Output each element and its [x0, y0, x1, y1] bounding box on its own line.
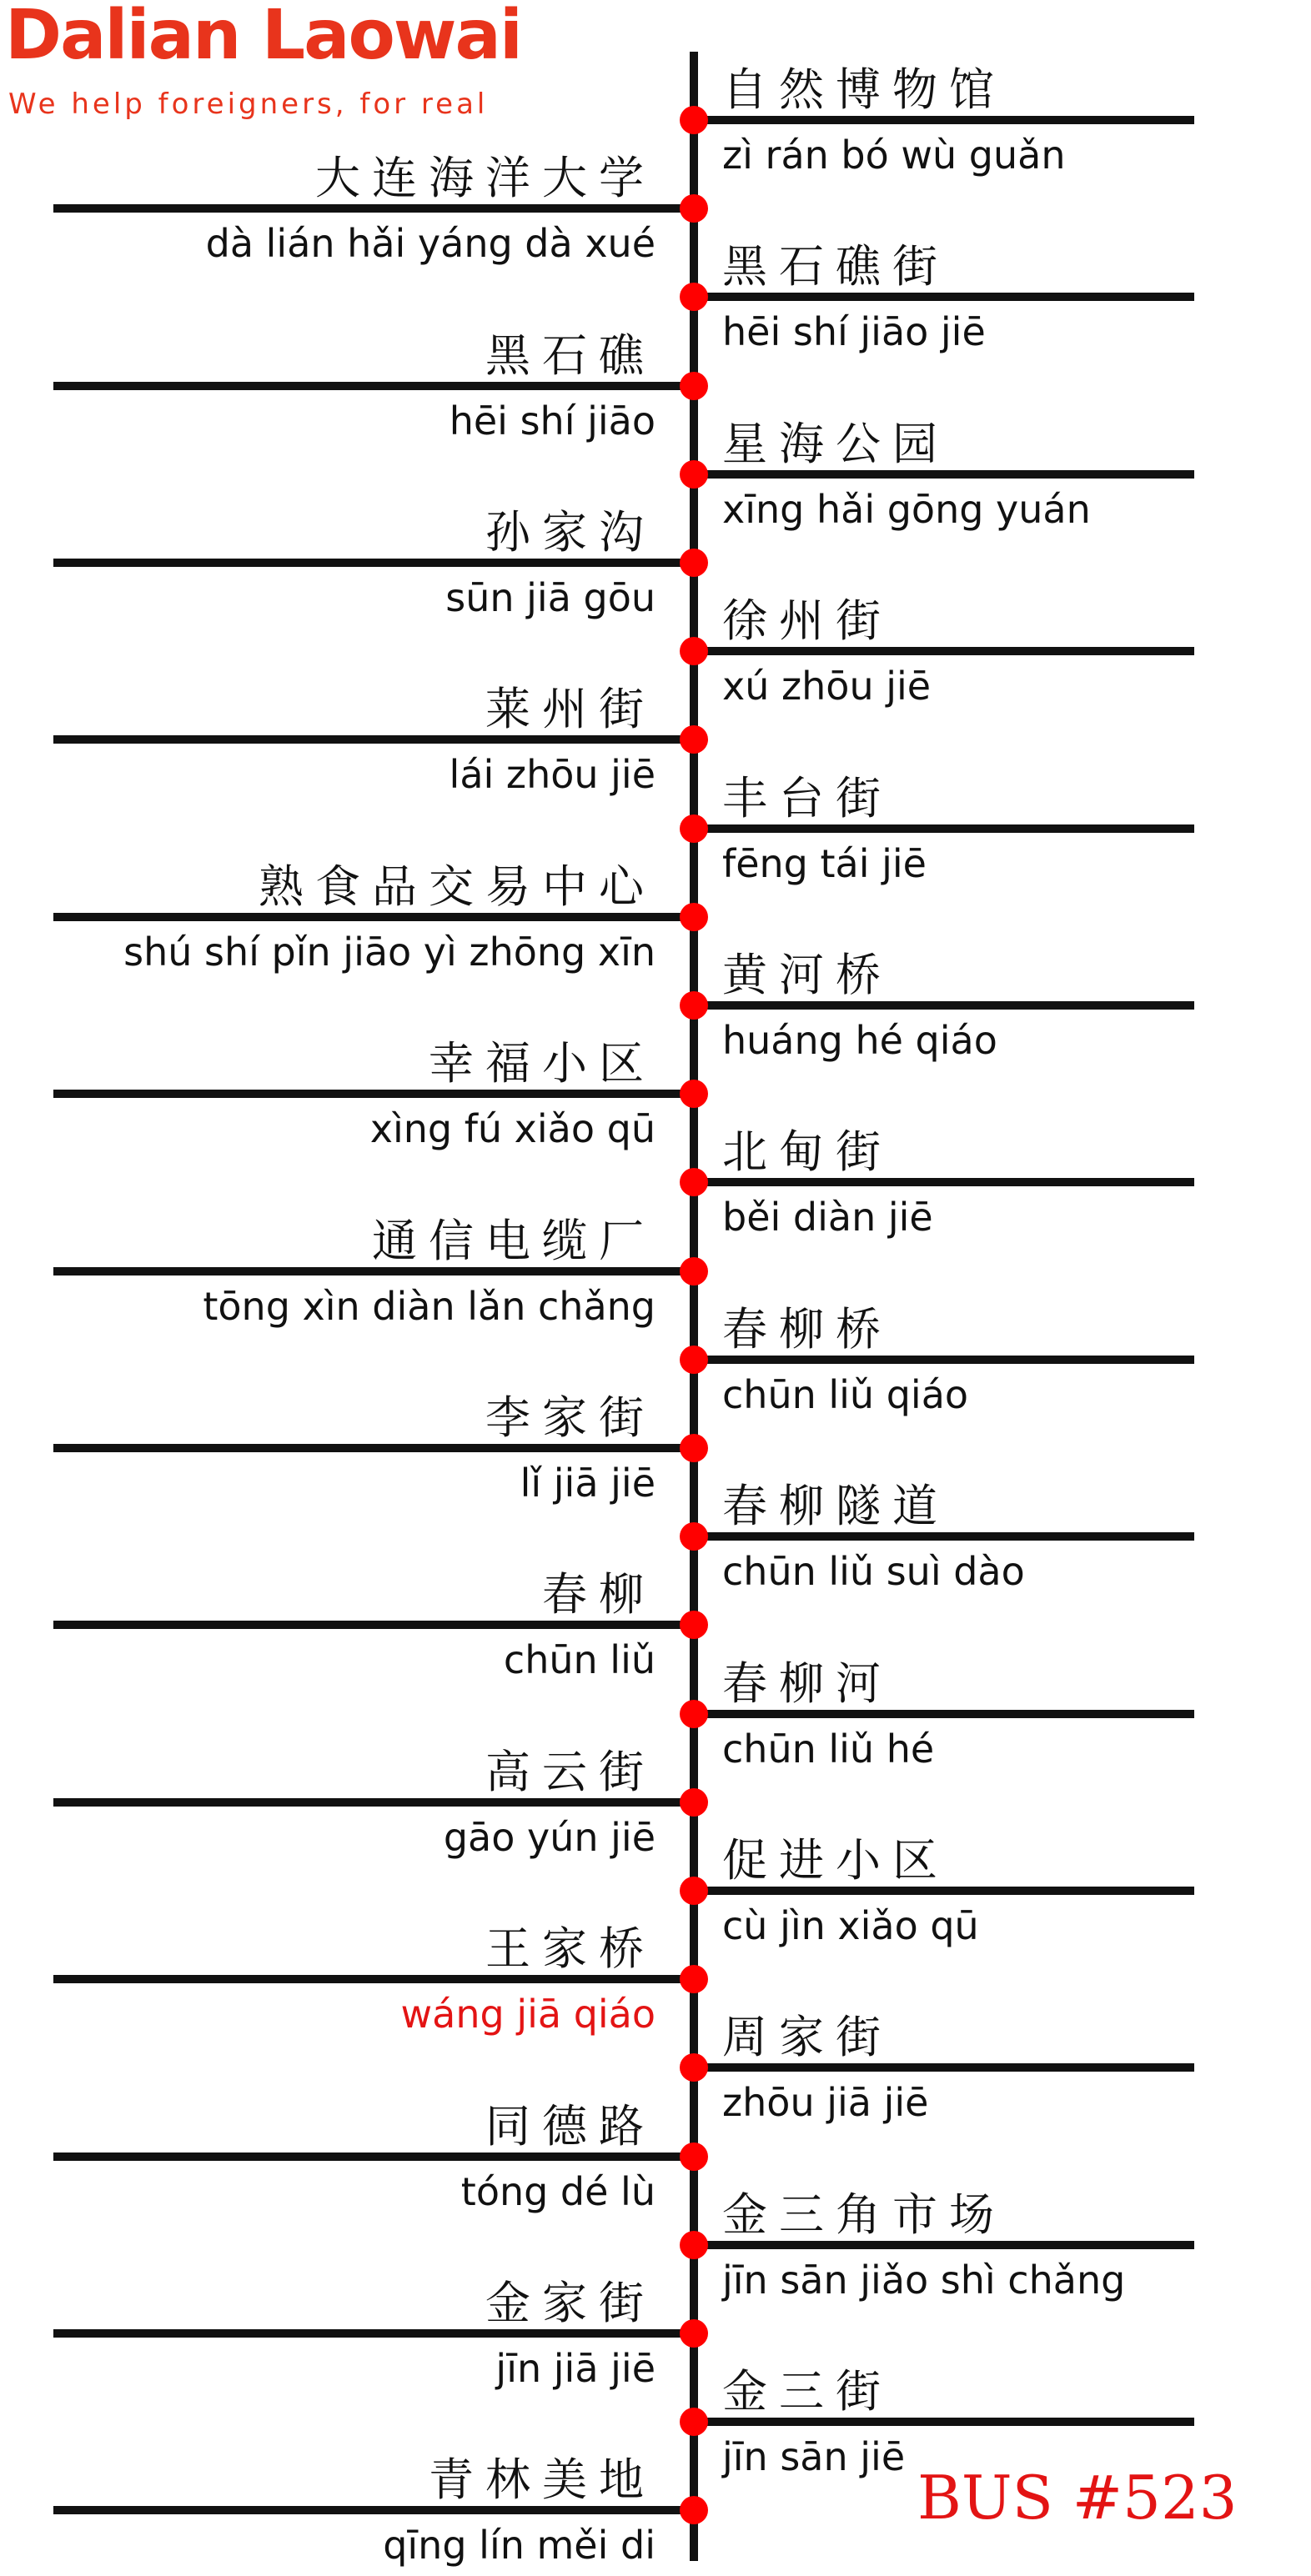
stop-name-chinese: 丰台街 [722, 772, 892, 824]
stop-28 [53, 2453, 708, 2568]
stop-name-chinese: 通信电缆厂 [372, 1215, 656, 1267]
stop-name-pinyin: jīn jiā jiē [495, 2346, 656, 2391]
stop-name-chinese: 周家街 [722, 2011, 892, 2063]
stop-name-pinyin: hēi shí jiāo jiē [722, 309, 986, 354]
stop-name-chinese: 春柳 [542, 1568, 656, 1621]
stop-name-chinese: 促进小区 [722, 1834, 949, 1887]
stop-name-chinese: 孙家沟 [485, 506, 656, 559]
stop-name-pinyin: běi diàn jiē [722, 1195, 933, 1240]
stop-marker [680, 637, 708, 665]
stop-name-pinyin: dà lián hǎi yáng dà xué [205, 221, 656, 266]
stop-3 [680, 240, 1194, 354]
stop-19 [680, 1657, 1194, 1772]
stop-marker [680, 903, 708, 931]
stop-name-chinese: 大连海洋大学 [315, 152, 656, 204]
stop-marker [680, 372, 708, 400]
stop-name-pinyin: sūn jiā gōu [445, 575, 656, 620]
stop-10 [53, 860, 708, 975]
stop-marker [680, 1611, 708, 1639]
stop-8 [53, 683, 708, 797]
stop-marker [680, 725, 708, 754]
bus-number-label: BUS #523 [917, 2463, 1238, 2533]
stop-marker [680, 2319, 708, 2348]
stop-5 [680, 418, 1194, 532]
stop-11 [680, 949, 1194, 1063]
stop-name-pinyin: zì rán bó wù guǎn [722, 133, 1066, 178]
stop-name-pinyin: xú zhōu jiē [722, 664, 932, 709]
stop-name-pinyin: xìng fú xiǎo qū [369, 1106, 656, 1151]
stop-name-pinyin: lǐ jiā jiē [520, 1461, 656, 1506]
stop-name-pinyin: chūn liǔ [503, 1637, 656, 1682]
stop-6 [53, 506, 708, 620]
logo-title: Dalian Laowai [5, 0, 521, 75]
stop-22 [53, 1922, 708, 2037]
stop-name-chinese: 幸福小区 [429, 1037, 656, 1090]
stop-14 [53, 1215, 708, 1329]
stop-name-pinyin: chūn liǔ qiáo [722, 1372, 969, 1417]
stop-name-chinese: 金家街 [485, 2277, 656, 2329]
stop-marker [680, 1522, 708, 1551]
stop-name-chinese: 熟食品交易中心 [259, 860, 656, 913]
stop-20 [53, 1746, 708, 1860]
stop-marker [680, 2231, 708, 2259]
stop-name-pinyin: tóng dé lù [460, 2169, 656, 2214]
stop-name-pinyin: huáng hé qiáo [722, 1018, 997, 1063]
stop-2 [53, 152, 708, 266]
stop-16 [53, 1391, 708, 1506]
stop-name-pinyin: wáng jiā qiáo [400, 1992, 656, 2037]
stop-name-pinyin: chūn liǔ suì dào [722, 1549, 1025, 1594]
stop-name-chinese: 金三街 [722, 2365, 892, 2418]
stop-marker [680, 194, 708, 223]
stop-marker [680, 106, 708, 134]
stop-23 [680, 2011, 1194, 2125]
stop-marker [680, 1346, 708, 1374]
stop-name-chinese: 春柳河 [722, 1657, 892, 1710]
stop-name-chinese: 黄河桥 [722, 949, 892, 1001]
stop-24 [53, 2100, 708, 2214]
stop-name-chinese: 星海公园 [722, 418, 949, 470]
stop-marker [680, 2053, 708, 2082]
stop-name-chinese: 金三角市场 [722, 2188, 1006, 2241]
stop-18 [53, 1568, 708, 1682]
stop-marker [680, 1257, 708, 1285]
stop-26 [53, 2277, 708, 2391]
stop-15 [680, 1303, 1194, 1417]
stop-4 [53, 329, 708, 444]
stop-marker [680, 1965, 708, 1993]
stop-name-chinese: 徐州街 [722, 594, 892, 647]
stop-marker [680, 1877, 708, 1905]
stop-name-chinese: 高云街 [485, 1746, 656, 1798]
stop-name-chinese: 春柳隧道 [722, 1480, 949, 1532]
stop-name-pinyin: cù jìn xiǎo qū [722, 1903, 979, 1948]
stop-name-chinese: 莱州街 [485, 683, 656, 735]
stop-marker [680, 814, 708, 843]
stop-marker [680, 1434, 708, 1462]
stop-marker [680, 2496, 708, 2524]
stop-7 [680, 594, 1194, 709]
stop-17 [680, 1480, 1194, 1594]
stop-name-chinese: 青林美地 [429, 2453, 656, 2506]
stop-name-chinese: 春柳桥 [722, 1303, 892, 1356]
stop-name-pinyin: qīng lín měi di [383, 2523, 656, 2568]
stops-layer [53, 63, 1194, 2568]
stop-marker [680, 1168, 708, 1196]
stop-25 [680, 2188, 1194, 2303]
stop-name-pinyin: xīng hǎi gōng yuán [722, 487, 1091, 532]
stop-name-pinyin: gāo yún jiē [443, 1815, 656, 1860]
stop-1 [680, 63, 1194, 178]
stop-name-chinese: 北甸街 [722, 1125, 892, 1178]
stop-marker [680, 1080, 708, 1108]
stop-marker [680, 991, 708, 1020]
stop-name-chinese: 黑石礁街 [722, 240, 949, 293]
stop-marker [680, 283, 708, 311]
stop-name-pinyin: tōng xìn diàn lǎn chǎng [203, 1284, 656, 1329]
stop-name-chinese: 黑石礁 [485, 329, 656, 382]
stop-marker [680, 549, 708, 577]
stop-name-chinese: 王家桥 [485, 1922, 656, 1975]
stop-marker [680, 2408, 708, 2436]
stop-name-pinyin: jīn sān jiǎo shì chǎng [722, 2258, 1126, 2303]
stop-name-pinyin: zhōu jiā jiē [722, 2080, 929, 2125]
stop-name-pinyin: fēng tái jiē [722, 841, 927, 886]
stop-marker [680, 460, 708, 489]
stop-12 [53, 1037, 708, 1151]
stop-name-pinyin: shú shí pǐn jiāo yì zhōng xīn [123, 930, 656, 975]
stop-marker [680, 1788, 708, 1817]
stop-marker [680, 2142, 708, 2171]
stop-name-chinese: 李家街 [485, 1391, 656, 1444]
stop-name-chinese: 同德路 [485, 2100, 656, 2153]
stop-9 [680, 772, 1194, 886]
stop-name-pinyin: hēi shí jiāo [449, 398, 656, 444]
stop-13 [680, 1125, 1194, 1240]
stop-marker [680, 1700, 708, 1728]
stop-21 [680, 1834, 1194, 1948]
stop-name-pinyin: chūn liǔ hé [722, 1727, 935, 1772]
stop-name-pinyin: jīn sān jiē [722, 2434, 906, 2479]
stop-name-chinese: 自然博物馆 [722, 63, 1006, 116]
stop-name-pinyin: lái zhōu jiē [449, 752, 656, 797]
logo-tagline: We help foreigners, for real [8, 88, 489, 121]
